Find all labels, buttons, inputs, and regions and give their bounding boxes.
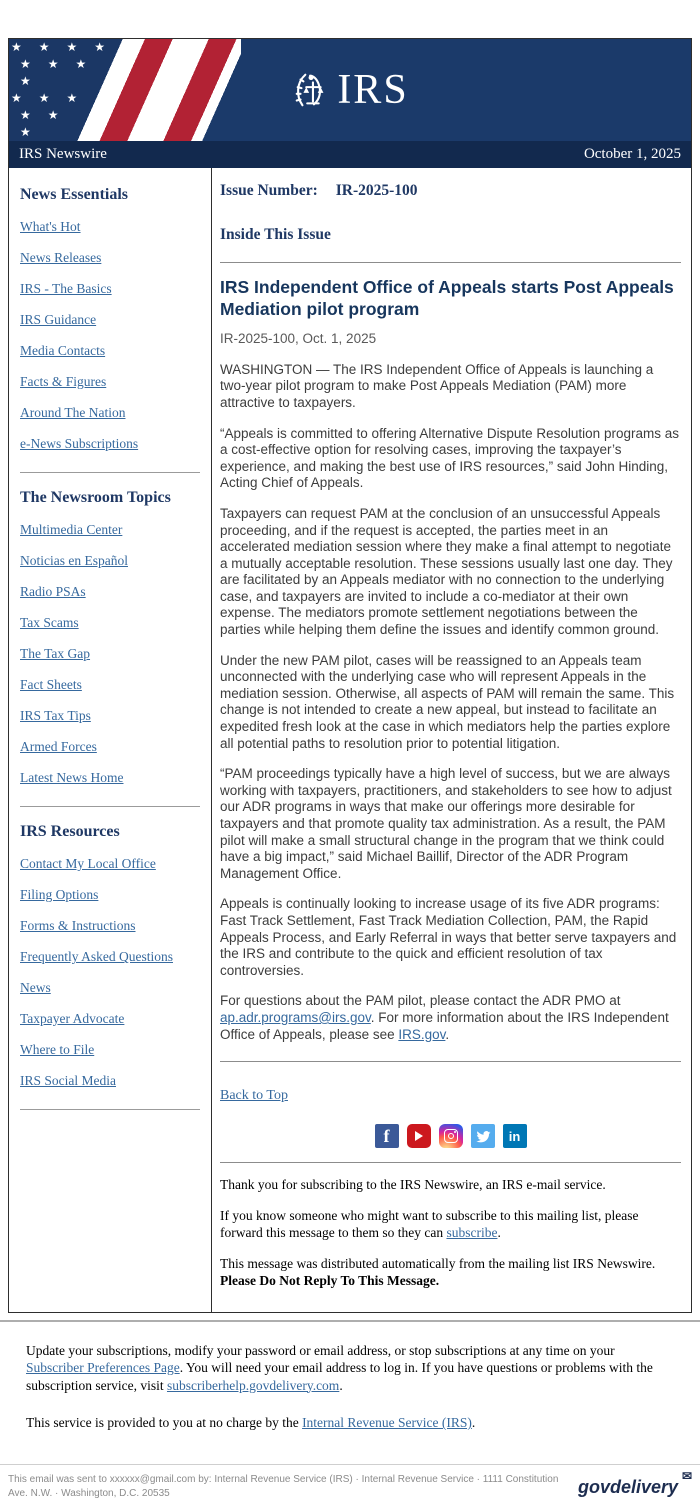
sidebar-item-media-contacts[interactable]: Media Contacts — [20, 343, 106, 358]
govdelivery-logo-text: govdelivery — [577, 1476, 678, 1497]
service-text-pre: This service is provided to you at no charge by the — [26, 1415, 303, 1431]
sidebar-item-tax-scams[interactable]: Tax Scams — [20, 615, 79, 630]
update-text-mid: . You will need your email address to log in. If you have questions or problems with the subscription service, visit — [26, 1360, 653, 1393]
sidebar-item-where-to-file[interactable]: Where to File — [20, 1042, 95, 1057]
adr-pmo-email-link[interactable]: ap.adr.programs@irs.gov — [220, 1009, 371, 1025]
sidebar-item-irs-the-basics[interactable]: IRS - The Basics — [20, 281, 112, 296]
issue-number-line — [220, 182, 681, 200]
article-paragraph: Appeals is continually looking to increase usage of its five ADR programs: Fast Track Settlement, Fast Track Mediation Collection, PAM, the Rapid Appeals Process, and Early Referral in ways that better serve taxpayers and the IRS and contribute to the quick and efficient resolution of tax controversies. — [220, 896, 677, 978]
distributed-text — [220, 1256, 681, 1290]
sidebar-item-multimedia-center[interactable]: Multimedia Center — [20, 522, 123, 537]
distributed-text-pre: This message was distributed automatically from the mailing list IRS Newswire. — [220, 1255, 656, 1271]
govdelivery-logo — [577, 1468, 692, 1498]
twitter-link[interactable] — [471, 1124, 495, 1148]
article-headline: IRS Independent Office of Appeals starts Post Appeals Mediation pilot program — [220, 277, 674, 319]
contact-text: . — [445, 1026, 450, 1042]
email-body — [8, 38, 692, 1313]
envelope-icon: ✉ — [681, 1468, 692, 1483]
newswire-title: IRS Newswire — [19, 146, 107, 162]
sidebar-heading-irs-resources: IRS Resources — [20, 823, 120, 840]
sidebar-item-irs-guidance[interactable]: IRS Guidance — [20, 312, 97, 327]
subscription-footer — [220, 1177, 681, 1289]
subscriber-preferences-link[interactable]: Subscriber Preferences Page — [26, 1360, 180, 1376]
sidebar-item-news[interactable]: News — [20, 980, 51, 995]
article-paragraph: Under the new PAM pilot, cases will be reassigned to an Appeals team unconnected with the underlying case who will represent Appeals in the mediation session. Otherwise, all aspects of PAM will remain the same. This change is not intended to create a new appeal, but instead to facilitate an expedited fresh look at the case in which mediators help the parties explore all potential paths to resolution prior to potential litigation. — [220, 652, 675, 751]
email-sent-to-text: This email was sent to xxxxxx@gmail.com by: Internal Revenue Service (IRS) · Internal Revenue Service · 1111 Constitution Ave. N.W. · Washington, D.C. 20535 — [8, 1473, 559, 1499]
contact-text: . For more information about the IRS Independent Office of Appeals, please see — [220, 1009, 669, 1042]
govdelivery-footer — [0, 1464, 700, 1501]
forward-text-pre: If you know someone who might want to subscribe to this mailing list, please forward this message to them so they can — [220, 1208, 639, 1240]
instagram-link[interactable] — [439, 1124, 463, 1148]
sidebar-item-frequently-asked-questions[interactable]: Frequently Asked Questions — [20, 949, 173, 964]
header-banner — [9, 39, 691, 141]
sidebar-item-contact-my-local-office[interactable]: Contact My Local Office — [20, 856, 156, 871]
facebook-link[interactable] — [375, 1124, 399, 1148]
sidebar-heading-newsroom-topics: The Newsroom Topics — [20, 489, 171, 506]
update-text-post: . — [339, 1377, 343, 1393]
article-paragraph: WASHINGTON — The IRS Independent Office of Appeals is launching a two-year pilot program to make Post Appeals Mediation (PAM) more attractive to taxpayers. — [220, 361, 654, 410]
sidebar-item-latest-news-home[interactable]: Latest News Home — [20, 770, 124, 785]
linkedin-icon: in — [508, 1128, 521, 1144]
back-to-top-link[interactable]: Back to Top — [220, 1088, 288, 1104]
sidebar-item-facts-figures[interactable]: Facts & Figures — [20, 374, 107, 389]
instagram-icon — [444, 1129, 458, 1143]
forward-text — [220, 1208, 681, 1242]
sidebar-item-radio-psas[interactable]: Radio PSAs — [20, 584, 86, 599]
youtube-icon — [415, 1131, 423, 1141]
do-not-reply-text: Please Do Not Reply To This Message. — [220, 1272, 440, 1288]
social-icons-row — [220, 1124, 681, 1148]
divider — [220, 1162, 681, 1163]
irs-logo-text: IRS — [337, 67, 409, 113]
inside-this-issue-label: Inside This Issue — [220, 226, 331, 243]
sidebar-item-enews-subscriptions[interactable]: e-News Subscriptions — [20, 436, 139, 451]
newswire-date: October 1, 2025 — [583, 146, 681, 162]
subscriber-help-link[interactable]: subscriberhelp.govdelivery.com — [166, 1377, 340, 1393]
subscribe-link[interactable]: subscribe — [446, 1224, 498, 1240]
forward-text-post: . — [497, 1224, 501, 1240]
divider — [220, 1061, 681, 1062]
irs-gov-link[interactable]: IRS.gov — [398, 1026, 446, 1042]
facebook-icon: f — [383, 1125, 390, 1146]
irs-service-link[interactable]: Internal Revenue Service (IRS) — [302, 1415, 472, 1431]
sidebar-item-filing-options[interactable]: Filing Options — [20, 887, 99, 902]
sidebar-item-taxpayer-advocate[interactable]: Taxpayer Advocate — [20, 1011, 125, 1026]
sidebar-heading-news-essentials: News Essentials — [20, 186, 129, 203]
divider — [20, 472, 200, 473]
main-content — [212, 168, 691, 1312]
sidebar-item-irs-tax-tips[interactable]: IRS Tax Tips — [20, 708, 91, 723]
sidebar-item-armed-forces[interactable]: Armed Forces — [20, 739, 97, 754]
sidebar-item-forms-instructions[interactable]: Forms & Instructions — [20, 918, 136, 933]
update-text-pre: Update your subscriptions, modify your password or email address, or stop subscriptions at any time on your — [26, 1342, 615, 1358]
divider — [220, 262, 681, 263]
article-paragraph: Taxpayers can request PAM at the conclusion of an unsuccessful Appeals proceeding, and if the request is accepted, the parties meet in an accelerated mediation session where they make a final attempt to negotiate a mutually acceptable resolution. These sessions usually last one day. They are facilitated by an Appeals mediator with no connection to the underlying case, and taxpayers are invited to include a co-mediator at their own expense. The mediators promote settlement negotiations between the parties while helping them define the issues and identify common ground. — [220, 505, 673, 638]
article-paragraph: “PAM proceedings typically have a high level of success, but we are always working with taxpayers, practitioners, and stakeholders to see how to adjust our ADR programs in ways that make our offerings more desirable for taxpayers and that promote quality tax administration. As a result, the PAM pilot will make a small structural change in the program that we think could have a big impact,” said Michael Baillif, Director of the ADR Program Management Office. — [220, 766, 672, 881]
sidebar-item-the-tax-gap[interactable]: The Tax Gap — [20, 646, 91, 661]
subscription-management — [0, 1322, 700, 1432]
divider — [20, 806, 200, 807]
service-text-post: . — [471, 1415, 476, 1431]
sidebar-item-around-the-nation[interactable]: Around The Nation — [20, 405, 126, 420]
sidebar — [9, 168, 212, 1312]
thanks-text: Thank you for subscribing to the IRS Newswire, an IRS e-mail service. — [220, 1177, 606, 1193]
issue-number-value: IR-2025-100 — [335, 182, 418, 199]
newswire-bar — [9, 141, 691, 168]
update-subscriptions-text — [26, 1342, 674, 1395]
contact-paragraph — [220, 993, 681, 1043]
twitter-icon — [475, 1128, 491, 1144]
divider — [20, 1109, 200, 1110]
sidebar-item-fact-sheets[interactable]: Fact Sheets — [20, 677, 82, 692]
sidebar-item-irs-social-media[interactable]: IRS Social Media — [20, 1073, 116, 1088]
article-dateline: IR-2025-100, Oct. 1, 2025 — [220, 330, 377, 346]
irs-logo — [9, 39, 691, 141]
article-paragraph: “Appeals is committed to offering Alternative Dispute Resolution programs as a cost-effective option for resolving cases, improving the taxpayer’s experience, and making the best use of IRS resources,” said John Hinding, Acting Chief of Appeals. — [220, 425, 679, 491]
linkedin-link[interactable] — [503, 1124, 527, 1148]
irs-eagle-logo-icon — [291, 69, 333, 111]
issue-number-label: Issue Number: — [220, 182, 318, 199]
sidebar-item-noticias-en-espanol[interactable]: Noticias en Español — [20, 553, 128, 568]
sidebar-item-whats-hot[interactable]: What's Hot — [20, 219, 81, 234]
sidebar-item-news-releases[interactable]: News Releases — [20, 250, 102, 265]
youtube-link[interactable] — [407, 1124, 431, 1148]
contact-text: For questions about the PAM pilot, please contact the ADR PMO at — [220, 993, 621, 1009]
